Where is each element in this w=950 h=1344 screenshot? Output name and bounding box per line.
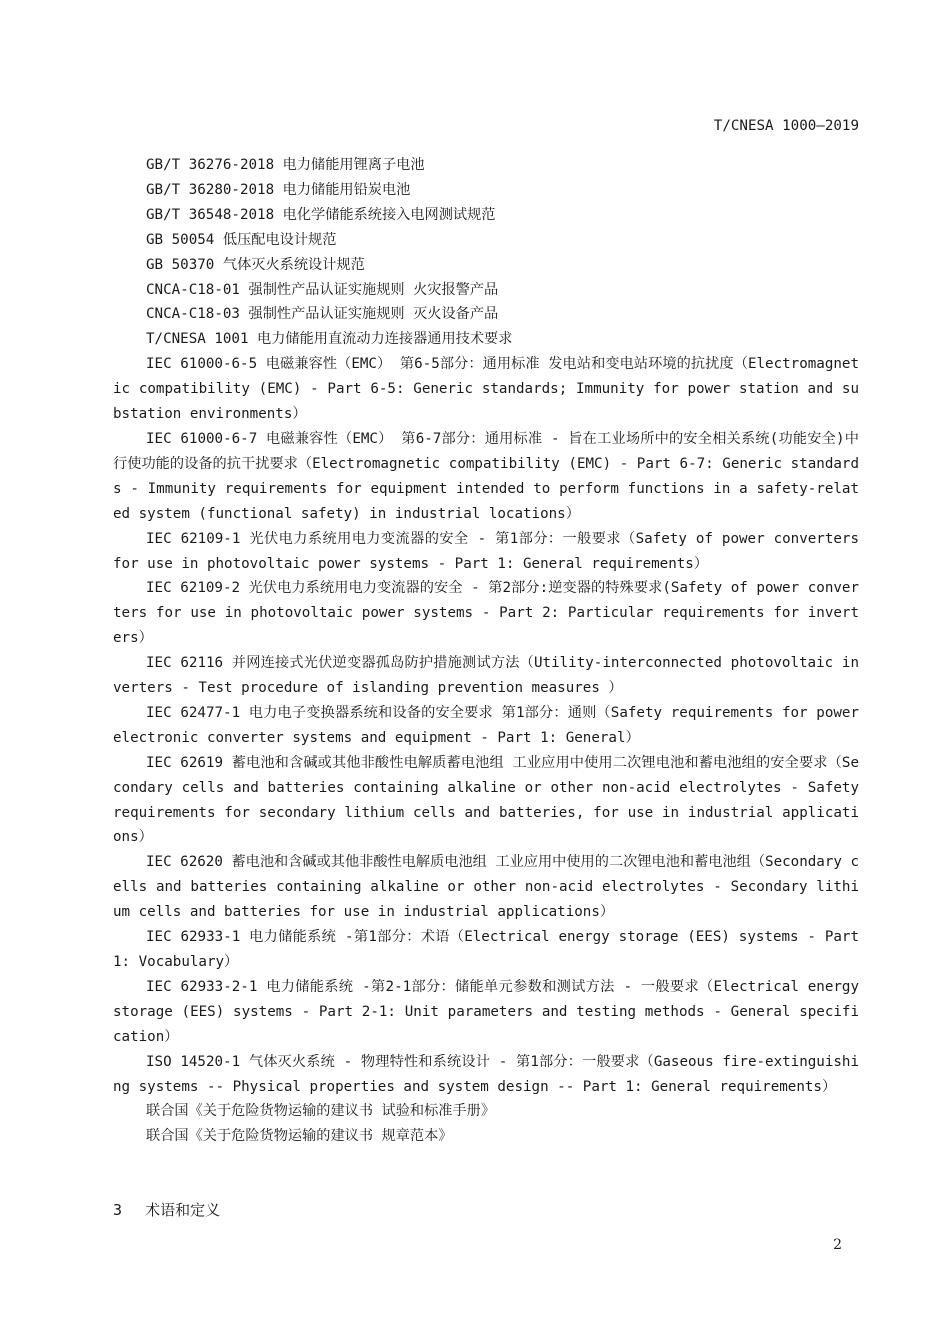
reference-title: 电化学储能系统接入电网测试规范 [282,206,496,223]
reference-entry [113,1124,859,1149]
reference-code: GB/T 36276-2018 [146,157,275,173]
reference-code: GB 50054 [146,231,215,248]
reference-entry [113,178,859,203]
reference-title: 光伏电力系统用电力变流器的安全 - 第1部分：一般要求（Safety of power converters for use in photovoltaic power systems - Part 1: General requirements） [113,530,860,572]
reference-code: IEC 61000-6-7 [146,430,258,447]
reference-title: 气体灭火系统设计规范 [222,256,365,273]
reference-entry [113,228,859,253]
reference-entry [113,701,859,751]
reference-title: 强制性产品认证实施规则 火灾报警产品 [248,281,499,298]
reference-code: T/CNESA 1001 [146,331,249,348]
reference-code: ISO 14520-1 [146,1053,241,1070]
reference-code: CNCA-C18-03 [146,306,240,323]
reference-entry [113,751,859,851]
section-title: 术语和定义 [145,1201,221,1219]
reference-code: IEC 62933-1 [146,929,241,946]
reference-entry [113,576,859,651]
reference-code: GB 50370 [146,256,215,273]
reference-title: 电磁兼容性（EMC） 第6-5部分：通用标准 发电站和变电站环境的抗扰度（Electromagnetic compatibility (EMC) - Part 6-5: Generic standards; Immunity for power station and substation environments） [113,356,859,423]
reference-entry [113,975,859,1050]
reference-code: IEC 62116 [146,655,224,672]
reference-entry [113,427,859,527]
reference-title: 电力储能用铅炭电池 [282,181,411,198]
section-heading [113,1198,220,1222]
reference-entry [113,302,859,327]
page-number: 2 [833,1237,842,1253]
reference-title: 气体灭火系统 - 物理特性和系统设计 - 第1部分：一般要求（Gaseous fire-extinguishing systems -- Physical properties and system design -- Part 1: General requirements） [113,1053,859,1095]
reference-title: 光伏电力系统用电力变流器的安全 - 第2部分:逆变器的特殊要求(Safety of power converters for use in photovoltaic power systems - Part 2: Particular requirements for inverters） [113,580,859,647]
reference-title: 联合国《关于危险货物运输的建议书 试验和标准手册》 [146,1103,496,1120]
reference-title: 蓄电池和含碱或其他非酸性电解质电池组 工业应用中使用的二次锂电池和蓄电池组（Secondary cells and batteries containing alkaline or other non-acid electrolytes - Secondary lithium cells and batteries for use in industrial applications） [113,854,859,921]
reference-entry [113,527,859,577]
reference-entry [113,1099,859,1124]
normative-references-list [113,153,859,1149]
reference-title: 低压配电设计规范 [222,231,337,248]
reference-code: GB/T 36280-2018 [146,181,275,198]
reference-title: 电力储能用锂离子电池 [282,157,425,173]
reference-entry [113,153,859,178]
document-id: T/CNESA 1000—2019 [713,118,859,134]
reference-code: IEC 62109-2 [146,580,241,597]
reference-code: CNCA-C18-01 [146,281,240,298]
reference-code: GB/T 36548-2018 [146,206,275,223]
reference-entry [113,203,859,228]
reference-entry [113,327,859,352]
reference-entry [113,278,859,303]
reference-code: IEC 62109-1 [146,530,241,547]
reference-title: 并网连接式光伏逆变器孤岛防护措施测试方法（Utility-interconnected photovoltaic inverters - Test procedure of islanding prevention measures ） [113,655,859,697]
reference-title: 电力电子变换器系统和设备的安全要求 第1部分：通则（Safety requirements for power electronic converter systems and equipment - Part 1: General） [113,704,859,746]
reference-entry [113,651,859,701]
reference-code: IEC 62477-1 [146,704,241,721]
reference-title: 电力储能系统 -第2-1部分：储能单元参数和测试方法 - 一般要求（Electrical energy storage (EES) systems - Part 2-1: Unit parameters and testing methods - General specification） [113,978,860,1045]
reference-title: 联合国《关于危险货物运输的建议书 规章范本》 [146,1128,453,1145]
reference-code: IEC 62933-2-1 [146,978,258,995]
reference-entry [113,1050,859,1100]
reference-code: IEC 61000-6-5 [146,356,258,373]
reference-title: 电力储能用直流动力连接器通用技术要求 [257,331,513,348]
reference-title: 蓄电池和含碱或其他非酸性电解质蓄电池组 工业应用中使用二次锂电池和蓄电池组的安全要求（Secondary cells and batteries containing alkaline or other non-acid electrolytes - Safety requirements for secondary lithium cells and batteries, for use in industrial applications） [113,754,859,846]
reference-entry [113,253,859,278]
reference-entry [113,925,859,975]
reference-entry [113,352,859,427]
reference-title: 强制性产品认证实施规则 灭火设备产品 [248,306,499,323]
reference-title: 电力储能系统 -第1部分：术语（Electrical energy storage (EES) systems - Part 1: Vocabulary） [113,929,859,970]
reference-code: IEC 62620 [146,854,223,871]
section-number: 3 [113,1201,123,1219]
reference-title: 电磁兼容性（EMC） 第6-7部分：通用标准 - 旨在工业场所中的安全相关系统(功能安全)中行使功能的设备的抗干扰要求（Electromagnetic compatibility (EMC) - Part 6-7: Generic standards - Immunity requirements for equipment intended to perform functions in a safety-related system (functional safety) in industrial locations） [113,430,859,522]
reference-entry [113,850,859,925]
reference-code: IEC 62619 [146,754,224,771]
